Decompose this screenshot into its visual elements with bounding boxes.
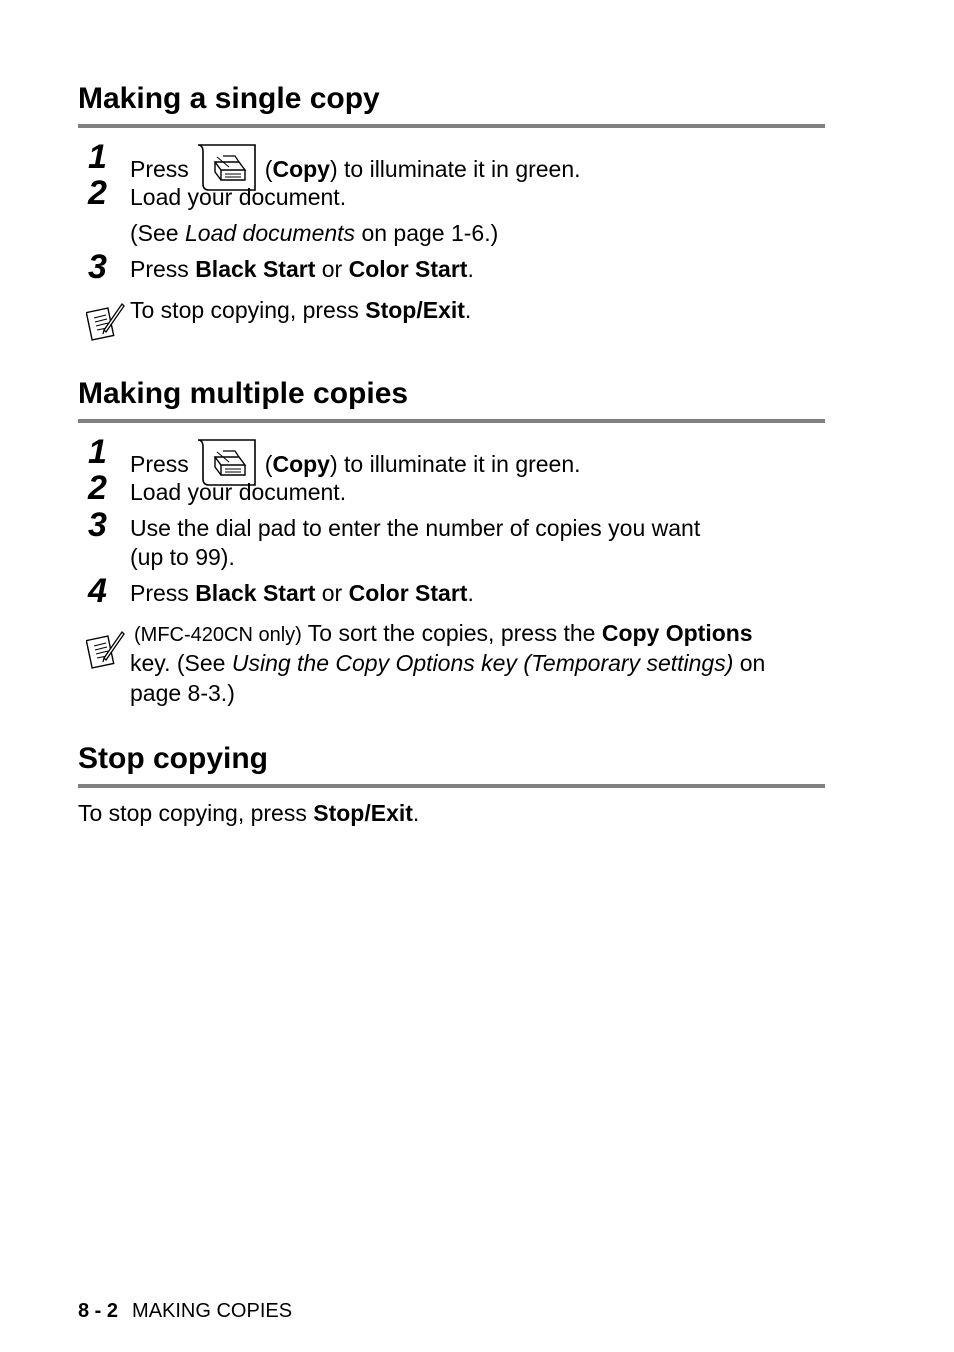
- step-2-text: Load your document.: [130, 184, 347, 210]
- step-number: 3: [88, 248, 107, 286]
- step-number: 4: [88, 572, 107, 610]
- step-4-text: Press Black Start or Color Start.: [130, 580, 474, 606]
- step-2-reference: (See Load documents on page 1-6.): [130, 220, 499, 246]
- step-1-text: Press (Copy) to illuminate it in green.: [130, 146, 581, 196]
- step-number: 3: [88, 506, 107, 544]
- note-sort-line-3: page 8-3.): [130, 680, 235, 706]
- heading-rule: [78, 124, 825, 128]
- step-number: 1: [88, 138, 107, 176]
- note-pencil-icon: [86, 300, 126, 340]
- step-1-text: Press (Copy) to illuminate it in green.: [130, 441, 581, 491]
- chapter-title: MAKING COPIES: [132, 1300, 293, 1322]
- step-number: 2: [88, 174, 107, 212]
- step-3-line-2: (up to 99).: [130, 544, 235, 570]
- note-sort-line-2: key. (See Using the Copy Options key (Temporary settings) on: [130, 650, 766, 676]
- stop-copying-text: To stop copying, press Stop/Exit.: [78, 800, 420, 826]
- heading-rule: [78, 419, 825, 423]
- heading-single-copy: Making a single copy: [78, 82, 380, 115]
- step-number: 1: [88, 433, 107, 471]
- heading-multiple-copies: Making multiple copies: [78, 377, 409, 410]
- step-number: 2: [88, 469, 107, 507]
- heading-rule: [78, 784, 825, 788]
- page-footer: [78, 1300, 292, 1323]
- page-number: 8 - 2: [78, 1300, 119, 1322]
- step-2-text: Load your document.: [130, 479, 347, 505]
- heading-stop-copying: Stop copying: [78, 742, 268, 775]
- note-pencil-icon: [86, 628, 126, 668]
- step-3-line-1: Use the dial pad to enter the number of copies you want: [130, 515, 701, 541]
- note-sort-line-1: (MFC-420CN only) To sort the copies, press the Copy Options: [134, 620, 753, 646]
- note-stop-copying: To stop copying, press Stop/Exit.: [130, 297, 472, 323]
- step-3-text: Press Black Start or Color Start.: [130, 256, 474, 282]
